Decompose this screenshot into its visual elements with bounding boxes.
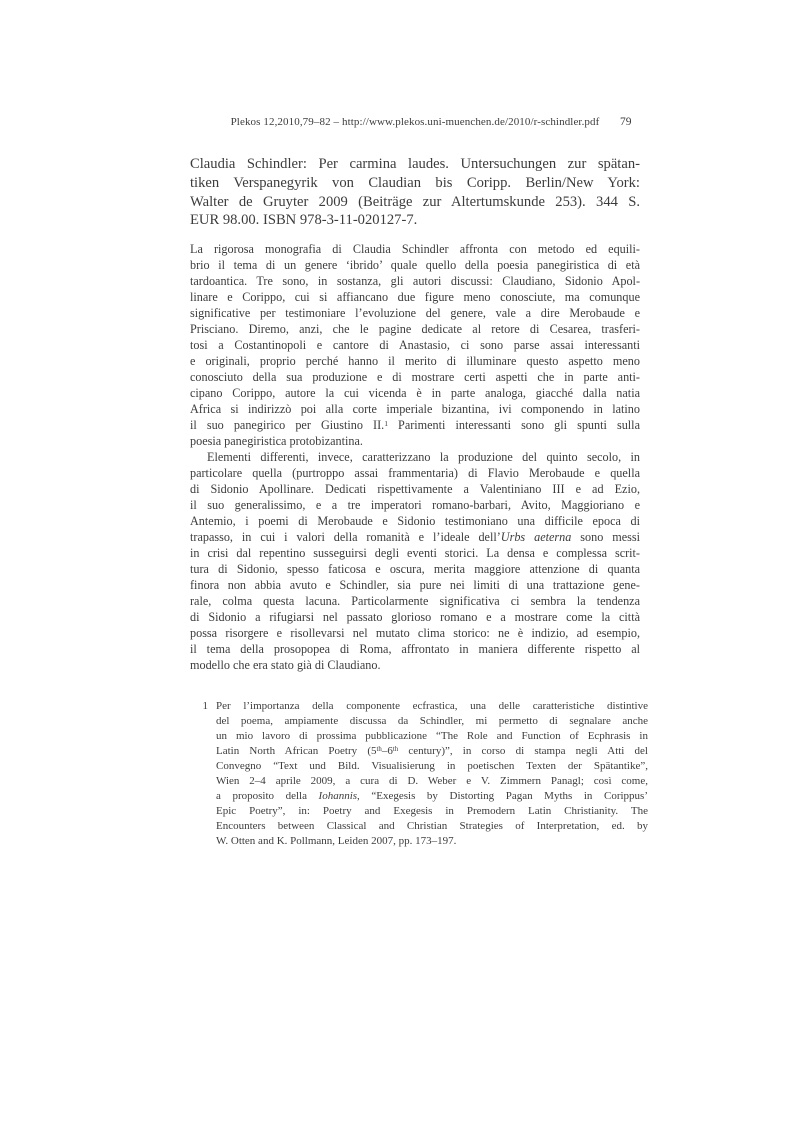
text-line: poesia panegiristica protobizantina. [190,434,363,448]
footnote [199,699,648,849]
text-line: W. Otten and K. Pollmann, Leiden 2007, pp. 173–197. [216,835,457,847]
text-line: di Sidonio Apollinare. Dedicati rispettivamente a Valentiniano III e ad Ezio, [190,482,640,496]
text-line: il tema della prosopopea di Roma, affrontato in maniera differente rispetto al [190,642,640,656]
text-line: possa risorgere e risollevarsi nel mutato clima storico: ne è indizio, ad esempio, [190,626,640,640]
footnote-text [216,699,648,849]
text-line: tiken Verspanegyrik von Claudian bis Coripp. Berlin/New York: [190,174,640,191]
text-line: Elementi differenti, invece, caratterizzano la produzione del quinto secolo, in [207,450,640,464]
body-paragraph [190,449,640,673]
text-line: Convegno “Text und Bild. Visualisierung in poetischen Texten der Spätantike”, [216,760,648,772]
text-line: cipano Corippo, autore la cui vicenda è in parte analoga, giacché dalla natia [190,386,640,400]
text-line: brio il tema di un genere ‘ibrido’ quale quello della poesia panegiristica di età [190,258,640,272]
text-line: modello che era stato già di Claudiano. [190,658,381,672]
text-line: rale, colma questa lacuna. Particolarmente significativa ci sembra la tendenza [190,594,640,608]
text-line: Walter de Gruyter 2009 (Beiträge zur Altertumskunde 253). 344 S. [190,193,640,210]
text-line: il suo panegirico per Giustino II.$^1$ Parimenti interessanti sono gli spunti sulla [190,418,640,432]
text-line: La rigorosa monografia di Claudia Schindler affronta con metodo ed equili- [190,242,640,256]
text-line: Africa si indirizzò poi alla corte imperiale bizantina, ivi componendo in latino [190,402,640,416]
text-line: Latin North African Poetry (5th–6th century)”, in corso di stampa negli Atti del [216,745,648,757]
review-body [190,241,640,673]
review-title [190,155,640,230]
text-line: particolare quella (purtroppo assai frammentaria) di Flavio Merobaude e quella [190,466,640,480]
text-line: Encounters between Classical and Christian Strategies of Interpretation, ed. by [216,820,648,832]
page-number: 79 [620,116,632,128]
running-header-citation: Plekos 12,2010,79–82 – http://www.plekos.uni-muenchen.de/2010/r-schindler.pdf [230,116,600,128]
text-line: a proposito della Iohannis, “Exegesis by Distorting Pagan Myths in Corippus’ [216,790,648,802]
text-line: linare e Corippo, cui si affiancano due figure meno conosciute, ma comunque [190,290,640,304]
body-paragraph [190,241,640,449]
text-line: del poema, ampiamente discussa da Schindler, mi permetto di segnalare anche [216,715,648,727]
text-line: finora non abbia avuto e Schindler, sia pure nei limiti di una trattazione gene- [190,578,640,592]
text-line: di Sidonio a rifugiarsi nel passato glorioso romano e a mostrare come la città [190,610,640,624]
footnote-marker: 1 [202,700,208,712]
text-line: significative per testimoniare l’evoluzione del genere, vale a dire Merobaude e [190,306,640,320]
text-line: Wien 2–4 aprile 2009, a cura di D. Weber e V. Zimmern Panagl; così come, [216,775,648,787]
text-line: trapasso, in cui i valori della romanità e l’ideale dell’Urbs aeterna sono messi [190,530,640,544]
text-line: tura di Sidonio, spesso faticosa e oscura, merita maggiore attenzione di quanta [190,562,640,576]
text-line: Epic Poetry”, in: Poetry and Exegesis in Premodern Latin Christianity. The [216,805,648,817]
text-line: EUR 98.00. ISBN 978-3-11-020127-7. [190,212,418,229]
text-line: tosi a Costantinopoli e cantore di Anastasio, ci sono parse assai interessanti [190,338,640,352]
text-line: Per l’importanza della componente ecfrastica, una delle caratteristiche distintive [216,700,648,712]
text-line: e originali, proprio perché hanno il merito di illuminare questo aspetto meno [190,354,640,368]
text-line: Claudia Schindler: Per carmina laudes. Untersuchungen zur spätan- [190,156,640,172]
text-line: conosciuto della sua produzione e di mostrare certi aspetti che in parte anti- [190,370,640,384]
text-line: il suo generalissimo, e a tre imperatori romano-barbari, Avito, Maggioriano e [190,498,640,512]
text-line: tardoantica. Tre sono, in sostanza, gli autori discussi: Claudiano, Sidonio Apol- [190,274,640,288]
text-line: in crisi dal repentino susseguirsi degli eventi storici. La densa e complessa scrit- [190,546,640,560]
text-line: un mio lavoro di prossima pubblicazione “The Role and Function of Ecphrasis in [216,730,648,742]
text-line: Prisciano. Diremo, anzi, che le pagine dedicate al retore di Cesarea, trasferi- [190,322,640,336]
text-line: Antemio, i poemi di Merobaude e Sidonio testimoniano una difficile epoca di [190,514,640,528]
